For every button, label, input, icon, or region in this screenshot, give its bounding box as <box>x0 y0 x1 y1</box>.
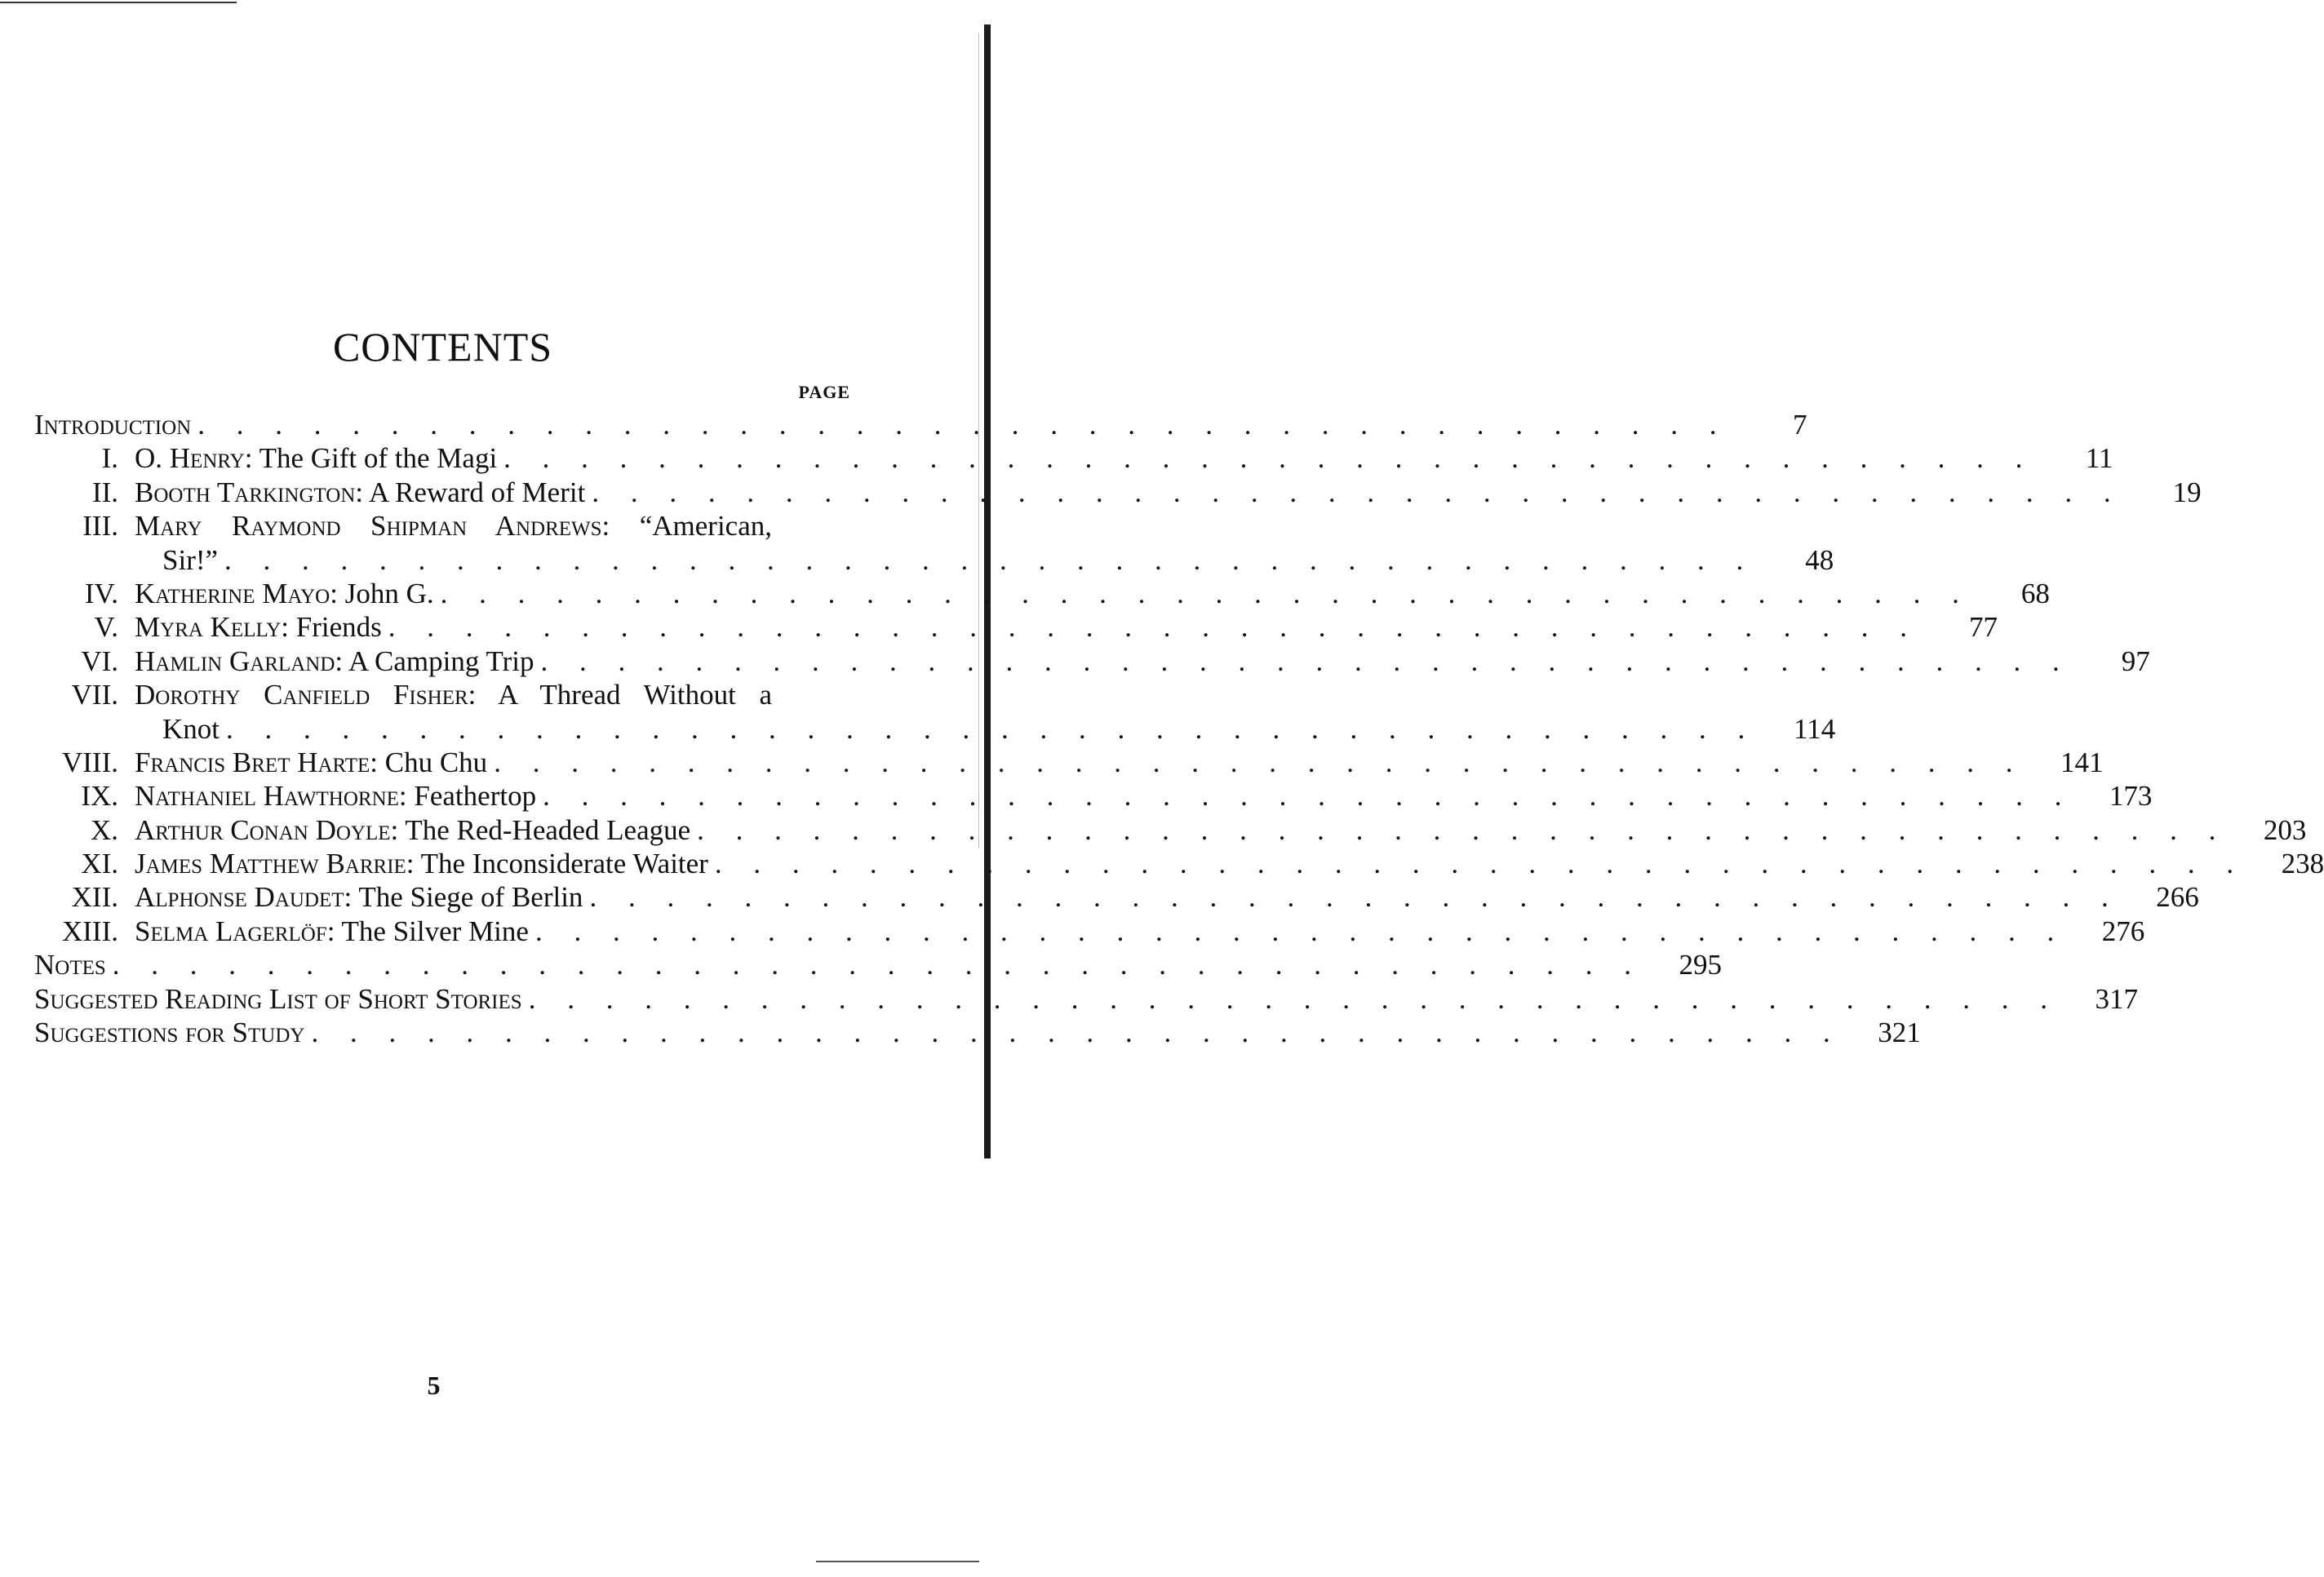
dot-leaders: . . . . . . . . . . . . . . . . . . . . . . . . . . . . . . . . . . . . . . . . <box>540 645 2072 677</box>
entry-number: II. <box>91 476 118 508</box>
entry-page: 203 <box>2263 813 2307 846</box>
toc-entry-2[interactable] <box>34 476 2202 509</box>
entry-author: Alphonse Daudet <box>135 881 344 914</box>
entry-author: Arthur Conan Doyle <box>135 813 391 846</box>
dot-leaders: . . . . . . . . . . . . . . . . . . . . . . . . . . . . . . . . . . . . . . . . <box>543 780 2074 813</box>
entry-number: I. <box>101 442 118 475</box>
page-number: 5 <box>427 1371 441 1400</box>
entry-number: IV. <box>84 577 118 609</box>
entry-number: V. <box>94 611 118 644</box>
dot-leaders: . . . . . . . . . . . . . . . . . . . . . . . . . . . . . . . . . . . . . . . . <box>440 577 1971 609</box>
toc-entry-3-continued[interactable] <box>34 543 1834 577</box>
entry-number: X. <box>90 813 118 846</box>
entry-author: Myra Kelly <box>135 611 282 644</box>
entry-author: Suggestions for Study <box>34 1017 305 1049</box>
entry-author: Suggested Reading List of Short Stories <box>34 982 522 1015</box>
entry-page: 141 <box>2060 746 2104 778</box>
dot-leaders: . . . . . . . . . . . . . . . . . . . . . . . . . . . . . . . . . . . . . . . . <box>589 881 2121 914</box>
entry-page: 7 <box>1792 409 1807 441</box>
entry-page: 266 <box>2156 881 2199 914</box>
toc-entry-11[interactable] <box>34 847 2324 880</box>
entry-author: Booth Tarkington <box>135 476 356 508</box>
entry-author: Introduction <box>34 409 192 441</box>
dot-leaders: . . . . . . . . . . . . . . . . . . . . . . . . . . . . . . . . . . . . . . . . <box>224 543 1756 576</box>
dot-leaders: . . . . . . . . . . . . . . . . . . . . . . . . . . . . . . . . . . . . . . . . <box>528 982 2060 1015</box>
toc-entry-13[interactable] <box>34 915 2145 948</box>
entry-page: 295 <box>1679 949 1723 981</box>
entry-author: Selma Lagerlöf <box>135 915 327 947</box>
toc-entry-study[interactable] <box>34 1016 1921 1049</box>
entry-title: : A Thread Without a <box>468 679 772 711</box>
entry-title-continued: Sir!” <box>162 543 219 576</box>
entry-page: 48 <box>1805 543 1834 576</box>
dot-leaders: . . . . . . . . . . . . . . . . . . . . . . . . . . . . . . . . . . . . . . . . <box>592 476 2123 508</box>
entry-number: VIII. <box>62 746 118 778</box>
dot-leaders: . . . . . . . . . . . . . . . . . . . . . . . . . . . . . . . . . . . . . . . . <box>197 409 1729 441</box>
entry-page: 77 <box>1969 611 1998 644</box>
entry-author: Mary Raymond Shipman Andrews <box>135 510 602 543</box>
dot-leaders: . . . . . . . . . . . . . . . . . . . . . . . . . . . . . . . . . . . . . . . . <box>388 611 1920 644</box>
toc-entry-9[interactable] <box>34 779 2153 813</box>
entry-title: : Feathertop <box>398 780 537 813</box>
entry-page: 97 <box>2121 645 2150 677</box>
top-scan-rule <box>0 2 237 3</box>
dot-leaders: . . . . . . . . . . . . . . . . . . . . . . . . . . . . . . . . . . . . . . . . <box>697 813 2229 846</box>
toc-entry-5[interactable] <box>34 610 1998 644</box>
entry-title: : The Inconsiderate Waiter <box>406 848 708 880</box>
dot-leaders: . . . . . . . . . . . . . . . . . . . . . . . . . . . . . . . . . . . . . . . . <box>112 949 1644 981</box>
entry-title-continued: Knot <box>162 712 220 745</box>
entry-title: : A Reward of Merit <box>355 476 586 508</box>
dot-leaders: . . . . . . . . . . . . . . . . . . . . . . . . . . . . . . . . . . . . . . . . <box>714 848 2246 880</box>
entry-number: VI. <box>81 645 118 677</box>
dot-leaders: . . . . . . . . . . . . . . . . . . . . . . . . . . . . . . . . . . . . . . . . <box>534 915 2067 947</box>
entry-title: : “American, <box>601 510 772 543</box>
entry-author: Francis Bret Harte <box>135 746 370 778</box>
toc-entry-7-continued[interactable] <box>34 712 1836 746</box>
dot-leaders: . . . . . . . . . . . . . . . . . . . . . . . . . . . . . . . . . . . . . . . . <box>226 712 1758 745</box>
entry-author: Nathaniel Hawthorne <box>135 780 399 813</box>
entry-number: XII. <box>71 881 118 914</box>
entry-author: O. Henry <box>135 442 245 475</box>
entry-page: 317 <box>2095 982 2138 1015</box>
toc-entry-8[interactable] <box>34 746 2104 779</box>
bottom-scan-rule <box>816 1561 979 1562</box>
entry-number: VII. <box>71 679 118 711</box>
entry-page: 173 <box>2109 780 2153 813</box>
toc-entry-4[interactable] <box>34 577 2050 610</box>
entry-page: 238 <box>2281 848 2324 880</box>
entry-title: : A Camping Trip <box>335 645 534 677</box>
entry-author: Katherine Mayo <box>135 577 330 609</box>
toc-entry-3[interactable] <box>34 509 850 543</box>
entry-title: : Chu Chu <box>370 746 488 778</box>
toc-entry-7[interactable] <box>34 678 850 711</box>
page-title: CONTENTS <box>332 323 553 370</box>
entry-author: James Matthew Barrie <box>135 848 406 880</box>
toc-entry-reading-list[interactable] <box>34 982 2138 1016</box>
entry-number: XIII. <box>62 915 118 947</box>
entry-page: 276 <box>2101 915 2145 947</box>
entry-page: 11 <box>2085 442 2113 475</box>
entry-page: 114 <box>1794 712 1836 745</box>
entry-number: III. <box>82 510 118 543</box>
entry-title: : The Gift of the Magi <box>244 442 498 475</box>
toc-entry-6[interactable] <box>34 645 2150 678</box>
page-column-header: PAGE <box>798 382 850 402</box>
entry-title: : The Siege of Berlin <box>344 881 583 914</box>
toc-entry-12[interactable] <box>34 880 2199 914</box>
entry-number: XI. <box>81 848 118 880</box>
entry-number: IX. <box>81 780 118 813</box>
entry-title: : Friends <box>281 611 382 644</box>
toc-entry-introduction[interactable] <box>34 408 1807 441</box>
entry-title: : John G. <box>330 577 434 609</box>
dot-leaders: . . . . . . . . . . . . . . . . . . . . . . . . . . . . . . . . . . . . . . . . <box>494 746 2025 778</box>
dot-leaders: . . . . . . . . . . . . . . . . . . . . . . . . . . . . . . . . . . . . . . . . <box>311 1017 1843 1049</box>
entry-title: : The Silver Mine <box>326 915 529 947</box>
entry-author: Hamlin Garland <box>135 645 335 677</box>
entry-page: 68 <box>2020 577 2050 609</box>
entry-page: 321 <box>1878 1017 1921 1049</box>
toc-entry-notes[interactable] <box>34 948 1723 981</box>
entry-page: 19 <box>2172 476 2202 508</box>
entry-author: Dorothy Canfield Fisher <box>135 679 468 711</box>
table-of-contents <box>34 408 2324 1049</box>
toc-entry-1[interactable] <box>34 441 2113 475</box>
entry-author: Notes <box>34 949 106 981</box>
toc-entry-10[interactable] <box>34 813 2307 847</box>
entry-title: : The Red-Headed League <box>390 813 691 846</box>
dot-leaders: . . . . . . . . . . . . . . . . . . . . . . . . . . . . . . . . . . . . . . . . <box>503 442 2035 475</box>
